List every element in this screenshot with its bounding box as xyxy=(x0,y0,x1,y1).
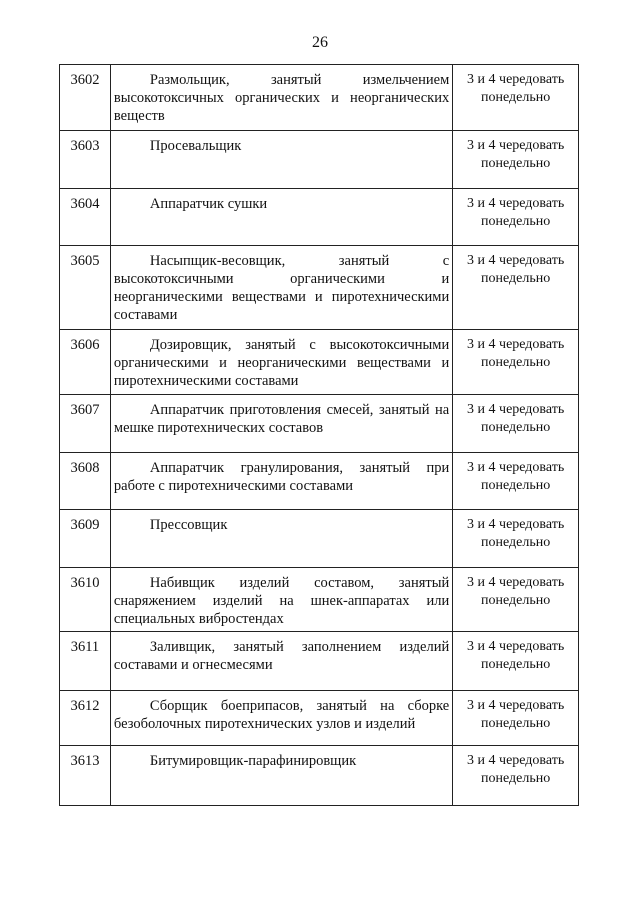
table-row xyxy=(60,510,579,568)
row-note: 3 и 4 чередовать понедельно xyxy=(453,395,579,452)
row-code: 3602 xyxy=(60,65,111,130)
row-name: Сборщик боеприпасов, занятый на сборке безоболочных пиротехнических узлов и изделий xyxy=(111,691,453,745)
row-code: 3607 xyxy=(60,395,111,452)
row-code: 3604 xyxy=(60,189,111,245)
row-note: 3 и 4 чередовать понедельно xyxy=(453,510,579,567)
row-note: 3 и 4 чередовать понедельно xyxy=(453,330,579,394)
table-row xyxy=(60,691,579,746)
row-code: 3613 xyxy=(60,746,111,805)
row-name: Аппаратчик приготовления смесей, занятый на мешке пиротехнических составов xyxy=(111,395,453,452)
row-note: 3 и 4 чередовать понедельно xyxy=(453,246,579,329)
row-name: Просевальщик xyxy=(111,131,453,188)
row-note: 3 и 4 чередовать понедельно xyxy=(453,189,579,245)
row-name: Аппаратчик сушки xyxy=(111,189,453,245)
row-code: 3606 xyxy=(60,330,111,394)
row-code: 3603 xyxy=(60,131,111,188)
table-row xyxy=(60,568,579,632)
row-code: 3608 xyxy=(60,453,111,509)
row-note: 3 и 4 чередовать понедельно xyxy=(453,131,579,188)
table-row xyxy=(60,632,579,691)
table-row xyxy=(60,395,579,453)
row-code: 3610 xyxy=(60,568,111,631)
row-name: Набивщик изделий составом, занятый снаряжением изделий на шнек-аппаратах или специальных вибростендах xyxy=(111,568,453,631)
row-note: 3 и 4 чередовать понедельно xyxy=(453,746,579,805)
table-row xyxy=(60,131,579,189)
row-name: Прессовщик xyxy=(111,510,453,567)
profession-table xyxy=(59,64,579,806)
page-number: 26 xyxy=(312,34,328,51)
table-row xyxy=(60,746,579,806)
row-note: 3 и 4 чередовать понедельно xyxy=(453,65,579,130)
row-name: Размольщик, занятый измельчением высокотоксичных органических и неорганических веществ xyxy=(111,65,453,130)
row-name: Заливщик, занятый заполнением изделий составами и огнесмесями xyxy=(111,632,453,690)
row-note: 3 и 4 чередовать понедельно xyxy=(453,691,579,745)
table-row xyxy=(60,330,579,395)
table-row xyxy=(60,189,579,246)
row-code: 3609 xyxy=(60,510,111,567)
row-note: 3 и 4 чередовать понедельно xyxy=(453,568,579,631)
table-row xyxy=(60,453,579,510)
row-code: 3611 xyxy=(60,632,111,690)
row-name: Дозировщик, занятый с высокотоксичными органическими и неорганическими веществами и пиротехническими составами xyxy=(111,330,453,394)
row-note: 3 и 4 чередовать понедельно xyxy=(453,453,579,509)
row-note: 3 и 4 чередовать понедельно xyxy=(453,632,579,690)
table-row xyxy=(60,246,579,330)
row-name: Аппаратчик гранулирования, занятый при работе с пиротехническими составами xyxy=(111,453,453,509)
row-code: 3612 xyxy=(60,691,111,745)
row-name: Насыпщик-весовщик, занятый с высокотоксичными органическими и неорганическими веществами и пиротехническими составами xyxy=(111,246,453,329)
row-code: 3605 xyxy=(60,246,111,329)
table-row xyxy=(60,65,579,131)
row-name: Битумировщик-парафинировщик xyxy=(111,746,453,805)
